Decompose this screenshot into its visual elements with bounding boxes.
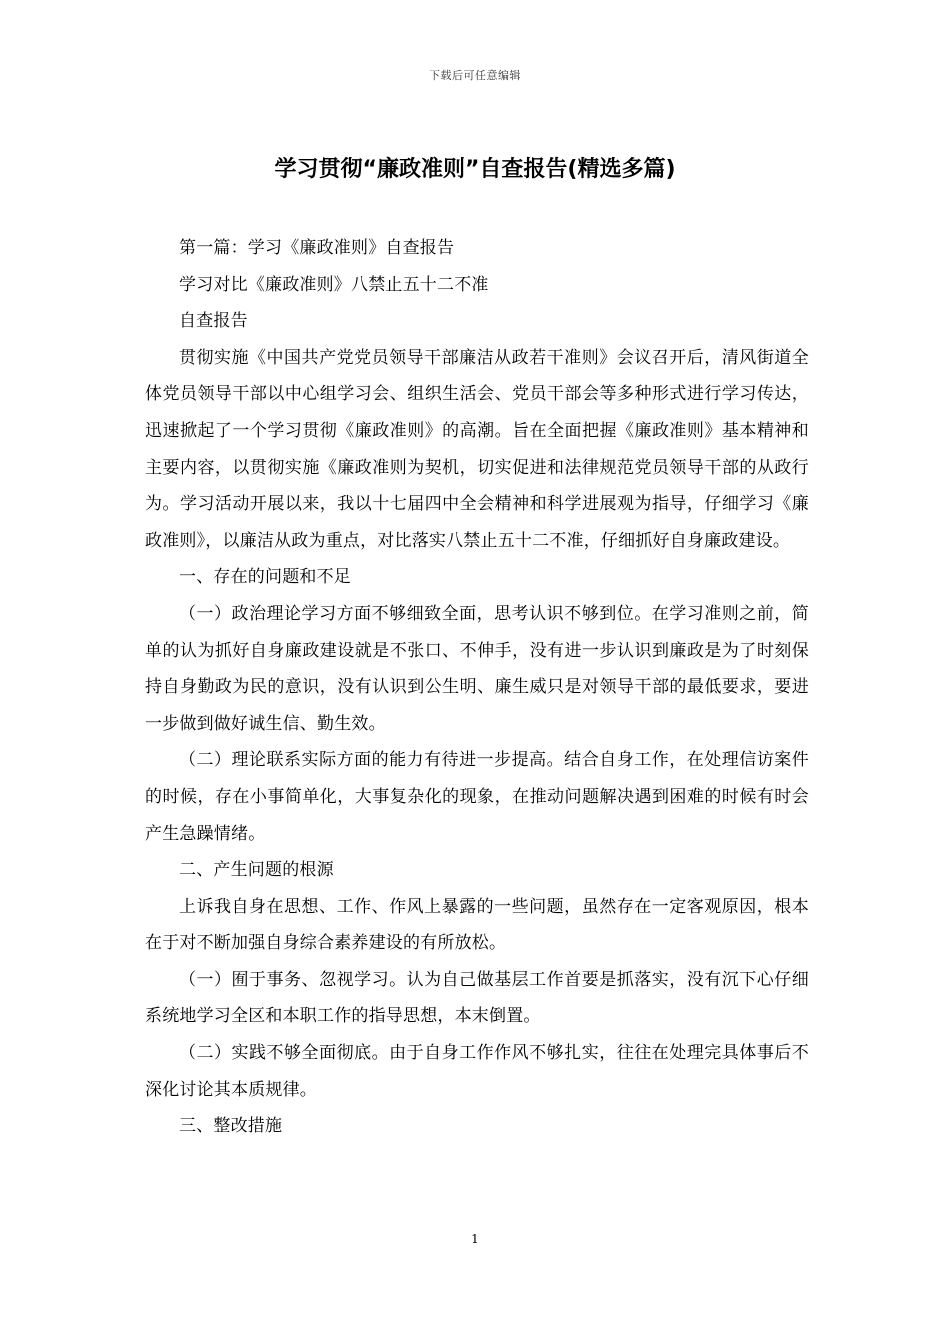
section-heading: 第一篇：学习《廉政准则》自查报告 [179,238,455,258]
body-paragraph: 上诉我自身在思想、工作、作风上暴露的一些问题，虽然存在一定客观原因，根本在于对不断加强自身综合素养建设的有所放松。 [145,896,809,954]
section-heading: 一、存在的问题和不足 [179,567,351,588]
document-body [145,230,809,1145]
document-title: 学习贯彻“廉政准则”自查报告(精选多篇) [274,157,676,182]
section-subheading: 学习对比《廉政准则》八禁止五十二不准 [179,274,489,295]
body-paragraph: （一）囿于事务、忽视学习。认为自己做基层工作首要是抓落实，没有沉下心仔细系统地学习全区和本职工作的指导思想，本末倒置。 [145,969,809,1027]
body-paragraph: （二）实践不够全面彻底。由于自身工作作风不够扎实，往往在处理完具体事后不深化讨论其本质规律。 [145,1043,809,1100]
header-note: 下载后可任意编辑 [429,69,521,82]
body-paragraph: 贯彻实施《中国共产党党员领导干部廉洁从政若干准则》会议召开后，清风街道全体党员领导干部以中心组学习会、组织生活会、党员干部会等多种形式进行学习传达，迅速掀起了一个学习贯彻《廉政准则》的高潮。旨在全面把握《廉政准则》基本精神和主要内容，以贯彻实施《廉政准则为契机，切实促进和法律规范党员领导干部的从政行为。学习活动开展以来，我以十七届四中全会精神和科学进展观为指导，仔细学习《廉政准则》，以廉洁从政为重点，对比落实八禁止五十二不准，仔细抓好自身廉政建设。 [145,347,809,551]
body-paragraph: （二）理论联系实际方面的能力有待进一步提高。结合自身工作，在处理信访案件的时候，存在小事简单化，大事复杂化的现象，在推动问题解决遇到困难的时候有时会产生急躁情绪。 [145,750,809,844]
section-heading: 二、产生问题的根源 [179,860,334,881]
section-subheading: 自查报告 [179,311,248,332]
body-paragraph: （一）政治理论学习方面不够细致全面，思考认识不够到位。在学习准则之前，简单的认为抓好自身廉政建设就是不张口、不伸手，没有进一步认识到廉政是为了时刻保持自身勤政为民的意识，没有认识到公生明、廉生威只是对领导干部的最低要求，要进一步做到做好诚生信、勤生效。 [145,603,809,734]
section-heading: 三、整改措施 [179,1116,283,1137]
page-number: 1 [471,1232,479,1246]
